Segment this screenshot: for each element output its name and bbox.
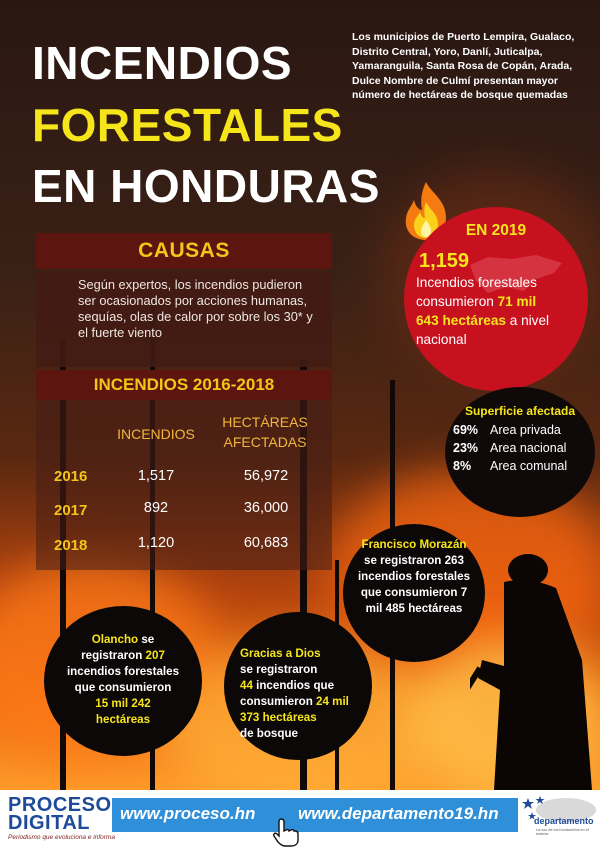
- francisco-line: que consumieron 7: [360, 586, 468, 599]
- superficie-pct: 69%: [453, 423, 479, 437]
- headline-line-3: EN HONDURAS: [32, 160, 380, 212]
- olancho-line: [44, 648, 202, 664]
- olancho-name: Olancho: [91, 633, 139, 646]
- table-row-year: 2016: [54, 468, 88, 485]
- circle-2019: [404, 207, 588, 391]
- gracias-text-part: consumieron: [240, 695, 317, 708]
- gracias-highlight: 44: [240, 679, 253, 692]
- proceso-url-link[interactable]: www.proceso.hn: [120, 804, 256, 823]
- hand-cursor-icon: [272, 817, 300, 847]
- gracias-highlight: 24 mil: [316, 695, 349, 708]
- francisco-text: [343, 537, 485, 617]
- col-header-hectareas-1: HECTÁREAS: [222, 414, 308, 430]
- headline-line-2: FORESTALES: [32, 99, 343, 151]
- table-row-year: 2017: [54, 502, 88, 519]
- francisco-line: mil 485 hectáreas: [365, 602, 463, 615]
- circle-olancho: [44, 606, 202, 756]
- gracias-text: [224, 646, 372, 742]
- francisco-line: se registraron 263: [364, 554, 464, 567]
- superficie-pct: 8%: [453, 459, 472, 473]
- table-cell-incendios: 892: [143, 500, 169, 516]
- olancho-line: incendios forestales: [66, 665, 180, 678]
- gracias-line: [240, 694, 372, 710]
- incendios-table: [36, 400, 332, 570]
- causas-heading-text: CAUSAS: [138, 239, 230, 262]
- superficie-label: Area nacional: [490, 441, 567, 455]
- olancho-highlight: hectáreas: [95, 713, 151, 726]
- olancho-highlight: 15 mil 242: [95, 697, 151, 710]
- url-bar: [112, 798, 518, 832]
- circle-francisco-morazan: [343, 524, 485, 662]
- circle-2019-text: [416, 273, 586, 349]
- col-header-hectareas-2: AFECTADAS: [223, 434, 307, 450]
- gracias-name: Gracias a Dios: [240, 647, 321, 660]
- headline-line-1: INCENDIOS: [32, 37, 293, 89]
- circle-2019-text-part: a nivel: [505, 313, 550, 328]
- superficie-label: Area privada: [490, 423, 561, 437]
- table-heading: [36, 370, 332, 400]
- firefighter-silhouette: [470, 540, 600, 790]
- circle-2019-title: EN 2019: [465, 222, 527, 239]
- table-cell-incendios: 1,517: [137, 468, 175, 484]
- olancho-text: [44, 632, 202, 728]
- gracias-highlight: 373 hectáreas: [240, 711, 317, 724]
- circle-2019-line: [416, 292, 586, 311]
- circle-2019-text-part: consumieron: [416, 294, 498, 309]
- circle-2019-line: nacional: [416, 332, 467, 347]
- circle-2019-line: [416, 311, 586, 330]
- proceso-logo-tagline: Periodismo que evoluciona e informa: [8, 834, 115, 841]
- gracias-text-part: incendios que: [252, 679, 335, 692]
- proceso-logo-line1[interactable]: PROCESO: [8, 794, 112, 816]
- superficie-row: [453, 423, 561, 437]
- olancho-text-part: se: [138, 633, 155, 646]
- table-cell-hectareas: 36,000: [243, 500, 289, 516]
- superficie-row: [453, 459, 567, 473]
- superficie-pct: 23%: [453, 441, 479, 455]
- table-heading-text: INCENDIOS 2016-2018: [93, 375, 275, 394]
- departamento-logo-tagline: La voz de los hondureños en el exterior: [536, 828, 589, 836]
- departamento-logo-text: departamento: [534, 816, 594, 826]
- francisco-name: Francisco Morazán: [361, 538, 467, 551]
- proceso-logo-line2[interactable]: DIGITAL: [8, 812, 91, 834]
- francisco-line: incendios forestales: [357, 570, 471, 583]
- circle-superficie: [445, 387, 595, 517]
- causas-heading: [36, 233, 332, 269]
- table-cell-hectareas: 60,683: [243, 535, 289, 551]
- causas-text: Según expertos, los incendios pudieron ser ocasionados por acciones humanas, sequías, olas de calor por sobre los 30* y el fuerte viento: [36, 271, 332, 367]
- gracias-line: de bosque: [240, 727, 298, 740]
- table-cell-hectareas: 56,972: [243, 468, 289, 484]
- olancho-line: que consumieron: [74, 681, 172, 694]
- gracias-line: se registraron: [240, 663, 318, 676]
- olancho-highlight: 207: [145, 649, 165, 662]
- superficie-label: Area comunal: [490, 459, 568, 473]
- circle-2019-highlight: 643 hectáreas: [416, 313, 506, 328]
- superficie-row: [453, 441, 566, 455]
- olancho-line: [44, 632, 202, 648]
- circle-2019-count: 1,159: [419, 250, 470, 272]
- circle-2019-line: Incendios forestales: [416, 275, 537, 290]
- table-cell-incendios: 1,120: [137, 535, 175, 551]
- olancho-text-part: registraron: [81, 649, 146, 662]
- col-header-incendios: INCENDIOS: [117, 426, 195, 442]
- gracias-line: [240, 678, 372, 694]
- table-row-year: 2018: [54, 537, 88, 554]
- departamento19-url-link[interactable]: www.departamento19.hn: [298, 804, 499, 823]
- circle-2019-highlight: 71 mil: [497, 294, 537, 309]
- intro-text: Los municipios de Puerto Lempira, Gualaco, Distrito Central, Yoro, Danlí, Juticalpa, Yamaranguila, Santa Rosa de Copán, Arada, Dulce Nombre de Culmí presentan mayor número de hectáreas de bosque quemadas: [352, 31, 575, 101]
- circle-gracias-a-dios: [224, 612, 372, 760]
- superficie-title: Superficie afectada: [464, 404, 576, 418]
